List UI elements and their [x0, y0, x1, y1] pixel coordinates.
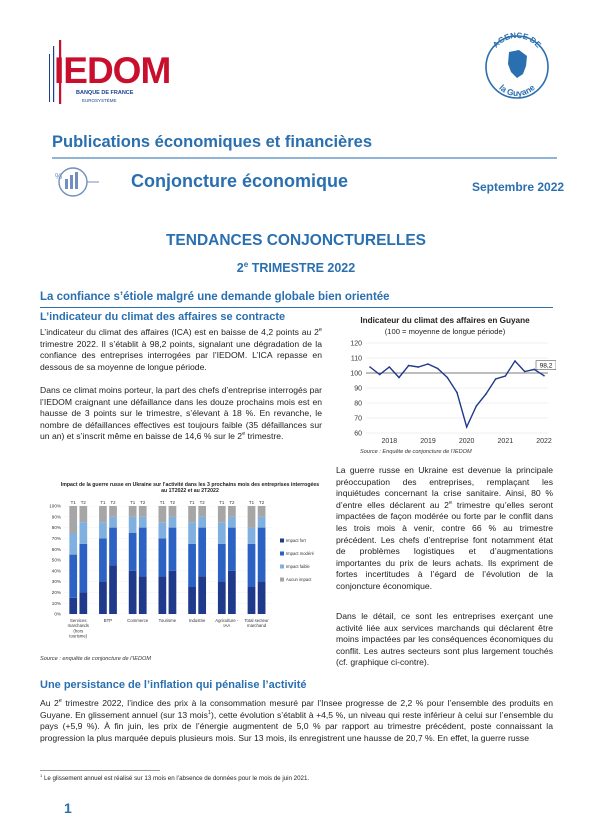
ica-point [514, 360, 516, 362]
lead-divider [40, 307, 553, 308]
ica-point [505, 375, 507, 377]
y-tick-label: 80% [51, 525, 61, 531]
impact-stacked-bar-chart [40, 496, 322, 654]
category-label: Tourisme [158, 618, 177, 623]
bar-segment [198, 517, 206, 528]
bar-segment [158, 538, 166, 576]
x-tick-label: 2018 [381, 438, 398, 445]
y-tick-label: 80 [354, 400, 362, 408]
period-label: T1 [159, 500, 165, 505]
period-label: T1 [248, 500, 255, 505]
bar-segment [198, 576, 206, 614]
lead-headline: La confiance s’étiole malgré une demande globale bien orientée [40, 291, 390, 303]
period-label: T2 [259, 500, 265, 505]
y-tick-label: 110 [350, 355, 362, 363]
y-tick-label: 120 [350, 340, 362, 348]
period-label: T1 [219, 500, 225, 505]
ica-point [524, 371, 526, 373]
y-tick-label: 20% [51, 590, 61, 595]
y-tick-label: 60 [354, 430, 362, 438]
series-title: Conjoncture économique [131, 171, 349, 191]
bar-segment [99, 522, 107, 538]
period-label: T2 [140, 500, 146, 505]
bar-segment [99, 538, 107, 581]
y-tick-label: 90% [51, 514, 61, 520]
document-title: TENDANCES CONJONCTURELLES [165, 232, 427, 249]
ica-point [418, 366, 420, 368]
ica-point [437, 368, 439, 370]
y-tick-label: 100 [350, 370, 362, 378]
legend-label: Aucun impact [286, 577, 312, 582]
legend-label: Impact fort [286, 538, 306, 543]
bar-segment [198, 528, 206, 577]
bar-segment [69, 506, 77, 533]
bar-segment [169, 571, 177, 614]
bar-segment [79, 506, 87, 522]
bar-segment [109, 506, 117, 517]
period-label: T2 [229, 500, 235, 505]
category-label: Industrie [188, 618, 206, 623]
category-label: Services [70, 618, 87, 623]
y-tick-label: 90 [354, 385, 362, 393]
bar-segment [258, 517, 266, 528]
period-label: T2 [110, 500, 116, 505]
publication-title: Publications économiques et financières [52, 133, 373, 151]
bar-segment [129, 506, 137, 517]
bar-segment [69, 533, 77, 555]
ica-point [427, 363, 429, 365]
document-subtitle: 2e TRIMESTRE 2022 [236, 259, 356, 275]
page-number: 1 [64, 800, 72, 816]
y-tick-label: 30% [51, 579, 61, 585]
bar-segment [109, 565, 117, 614]
ica-line-chart [336, 337, 556, 449]
section1-paragraph-3: La guerre russe en Ukraine est devenue la principale préoccupation des entreprises, remplaçant les inquiétudes concernant la crise sanitaire. Ainsi, 80 % d’entre elles déclarent au 2e trimestre qu’elles seront impactées de façon modérée ou forte par le conflit dans les trois mois à venir, contre 66 % au trimestre précédent. Les chefs d’entreprise font notamment état de problèmes logistiques et d’augmentations importantes du prix de leurs achats. Ils expriment de fortes incertitudes à l’égard de l’évolution de la conjoncture économique. [336, 465, 553, 591]
bar-segment [248, 587, 256, 614]
guyane-map-icon [508, 50, 527, 78]
period-label: T2 [80, 500, 86, 505]
x-tick-label: 2019 [420, 438, 436, 445]
section2-paragraph-1: Au 2e trimestre 2022, l’indice des prix à la consommation mesuré par l’Insee progresse de 2,2 % pour l’ensemble des produits en Guyane. En glissement annuel (sur 13 mois$^1$), cette évolution s’établit à +4,5 %, un niveau qui reste inférieur à celui sur l’ensemble du pays (+5,9 %). À fin juin, les prix de l’énergie augmentent de 5,0 % par rapport au trimestre précédent, poste connaissant la progression la plus marquée depuis plusieurs mois. Sur 13 mois, ils enregistrent une hausse de 20,7 %. En effet, la guerre russe [40, 698, 553, 743]
section2-heading: Une persistance de l’inflation qui pénalise l’activité [40, 679, 307, 691]
ica-point [543, 375, 545, 377]
bar-segment [69, 555, 77, 598]
bar-segment [218, 522, 226, 544]
legend-swatch [280, 539, 284, 543]
bar-segment [79, 522, 87, 544]
chart-badge-icon [51, 163, 101, 201]
y-tick-label: 100% [49, 503, 61, 509]
agence-guyane-badge [479, 20, 555, 110]
impact-chart-source: Source : enquête de conjoncture de l’IEDOM [40, 656, 152, 662]
legend-label: Impact faible [286, 564, 310, 569]
ica-chart-source: Source : Enquête de conjoncture de l’IEDOM [360, 449, 472, 455]
section1-paragraph-2: Dans ce climat moins porteur, la part des chefs d’entreprise interrogés par l’IEDOM craignant une défaillance dans les douze prochains mois est en hausse de 3 points sur le trimestre, s’élevant à 18 %. En revanche, le nombre de défaillances effectives est toujours faible (35 défaillances sur un an) et s’inscrit même en baisse de 14,6 % sur le 2e trimestre. [40, 385, 322, 442]
section1-paragraph-1: L’indicateur du climat des affaires (ICA) est en baisse de 4,2 points au 2e trimestre 2022. Il s’établit à 98,2 points, signalant une dégradation de la confiance des entreprises interrogées par l’IEDOM. L’ICA repasse en dessous de sa moyenne de longue période. [40, 327, 322, 372]
svg-text:AGENCE DE: AGENCE DE [491, 30, 543, 50]
period-label: T2 [199, 500, 205, 505]
period-label: T2 [169, 500, 176, 505]
publication-date: Septembre 2022 [472, 180, 565, 194]
category-label: (hors [73, 628, 84, 634]
bar-segment [139, 517, 147, 528]
bar-segment [188, 522, 196, 544]
svg-text:%: % [55, 172, 63, 181]
bar-segment [79, 592, 87, 614]
section1-heading: L’indicateur du climat des affaires se contracte [40, 311, 286, 323]
period-label: T1 [100, 500, 106, 505]
ica-chart-subtitle: (100 = moyenne de longue période) [384, 327, 506, 336]
category-label: Commerce [127, 618, 149, 623]
category-label: BTP [103, 618, 113, 623]
period-label: T1 [70, 500, 76, 505]
iedom-logo [46, 28, 171, 108]
impact-chart-title: Impact de la guerre russe en Ukraine sur l’activité dans les 3 prochains mois des entreprises interrogées au 1T2022 et au 2T2022 [60, 482, 320, 495]
y-tick-label: 50% [51, 557, 61, 563]
period-label: T1 [189, 500, 195, 505]
ica-point [379, 374, 381, 376]
logo-eurosystem: EUROSYSTÈME [82, 98, 117, 103]
ica-point [466, 426, 468, 428]
bar-segment [258, 528, 266, 582]
x-tick-label: 2020 [458, 438, 475, 445]
logo-subtitle: BANQUE DE FRANCE [76, 90, 134, 96]
category-label: IAA [223, 623, 231, 629]
bar-segment [79, 544, 87, 593]
bar-segment [228, 528, 236, 571]
category-label: Agriculture - [215, 618, 239, 623]
footnote: $^1$ Le glissement annuel est réalisé sur 13 mois en l’absence de données pour le mois de juin 2021. [40, 772, 310, 782]
bar-segment [188, 544, 196, 587]
bar-segment [109, 517, 117, 528]
ica-chart-title: Indicateur du climat des affaires en Guyane [360, 316, 530, 325]
logo-wordmark: IEDOM [54, 50, 171, 91]
ica-point [495, 378, 497, 380]
y-tick-label: 70 [354, 415, 362, 423]
bar-segment [248, 528, 256, 544]
section1-paragraph-4: Dans le détail, ce sont les entreprises exerçant une activité liée aux services marchands qui déclarent être moins impactées par les conséquences économiques du conflit. Les autres secteurs sont plus largement touchés (cf. graphique ci-contre). [336, 611, 553, 668]
x-tick-label: 2022 [536, 438, 552, 445]
bar-segment [258, 582, 266, 614]
bar-segment [129, 517, 137, 533]
bar-segment [158, 506, 166, 522]
last-value-label: 98,2 [539, 362, 553, 370]
ica-point [398, 377, 400, 379]
y-tick-label: 60% [51, 546, 61, 552]
bar-segment [248, 544, 256, 587]
bar-segment [169, 528, 177, 571]
legend-swatch [280, 565, 284, 569]
bar-segment [218, 506, 226, 522]
legend-swatch [280, 552, 284, 556]
bar-segment [258, 506, 266, 517]
bar-segment [228, 571, 236, 614]
legend-label: Impact modéré [286, 551, 314, 556]
bar-segment [198, 506, 206, 517]
bar-segment [218, 582, 226, 614]
bar-segment [248, 506, 256, 528]
bar-segment [158, 576, 166, 614]
ica-point [389, 366, 391, 368]
bar-segment [139, 528, 147, 577]
bar-segment [188, 587, 196, 614]
y-tick-label: 70% [51, 536, 61, 541]
ica-point [476, 405, 478, 407]
bar-segment [129, 533, 137, 571]
bar-segment [218, 544, 226, 582]
category-label: Total secteur [244, 618, 269, 623]
header-divider [52, 157, 557, 159]
ica-point [485, 393, 487, 395]
bar-segment [158, 522, 166, 538]
category-label: marchand [246, 623, 267, 629]
ica-point [408, 365, 410, 367]
bar-segment [169, 517, 177, 528]
ica-point [534, 369, 536, 371]
bar-segment [169, 506, 177, 517]
svg-text:la Guyane: la Guyane [497, 82, 537, 99]
bar-segment [129, 571, 137, 614]
period-label: T1 [130, 500, 136, 505]
y-tick-label: 0% [54, 611, 61, 617]
category-label: tourisme) [69, 633, 88, 639]
ica-point [369, 366, 371, 368]
ica-point [456, 392, 458, 394]
ica-point [447, 377, 449, 379]
bar-segment [228, 506, 236, 517]
category-label: marchands [67, 623, 89, 629]
bar-segment [139, 576, 147, 614]
footnote-divider [40, 770, 160, 771]
ica-series-line [370, 361, 544, 427]
y-tick-label: 10% [51, 600, 61, 606]
bar-segment [139, 506, 147, 517]
x-tick-label: 2021 [497, 438, 514, 445]
bar-segment [109, 528, 117, 566]
y-tick-label: 40% [51, 568, 61, 574]
bar-segment [188, 506, 196, 522]
bar-segment [228, 517, 236, 528]
bar-segment [99, 582, 107, 614]
bar-segment [69, 598, 77, 614]
bar-segment [99, 506, 107, 522]
legend-swatch [280, 578, 284, 582]
